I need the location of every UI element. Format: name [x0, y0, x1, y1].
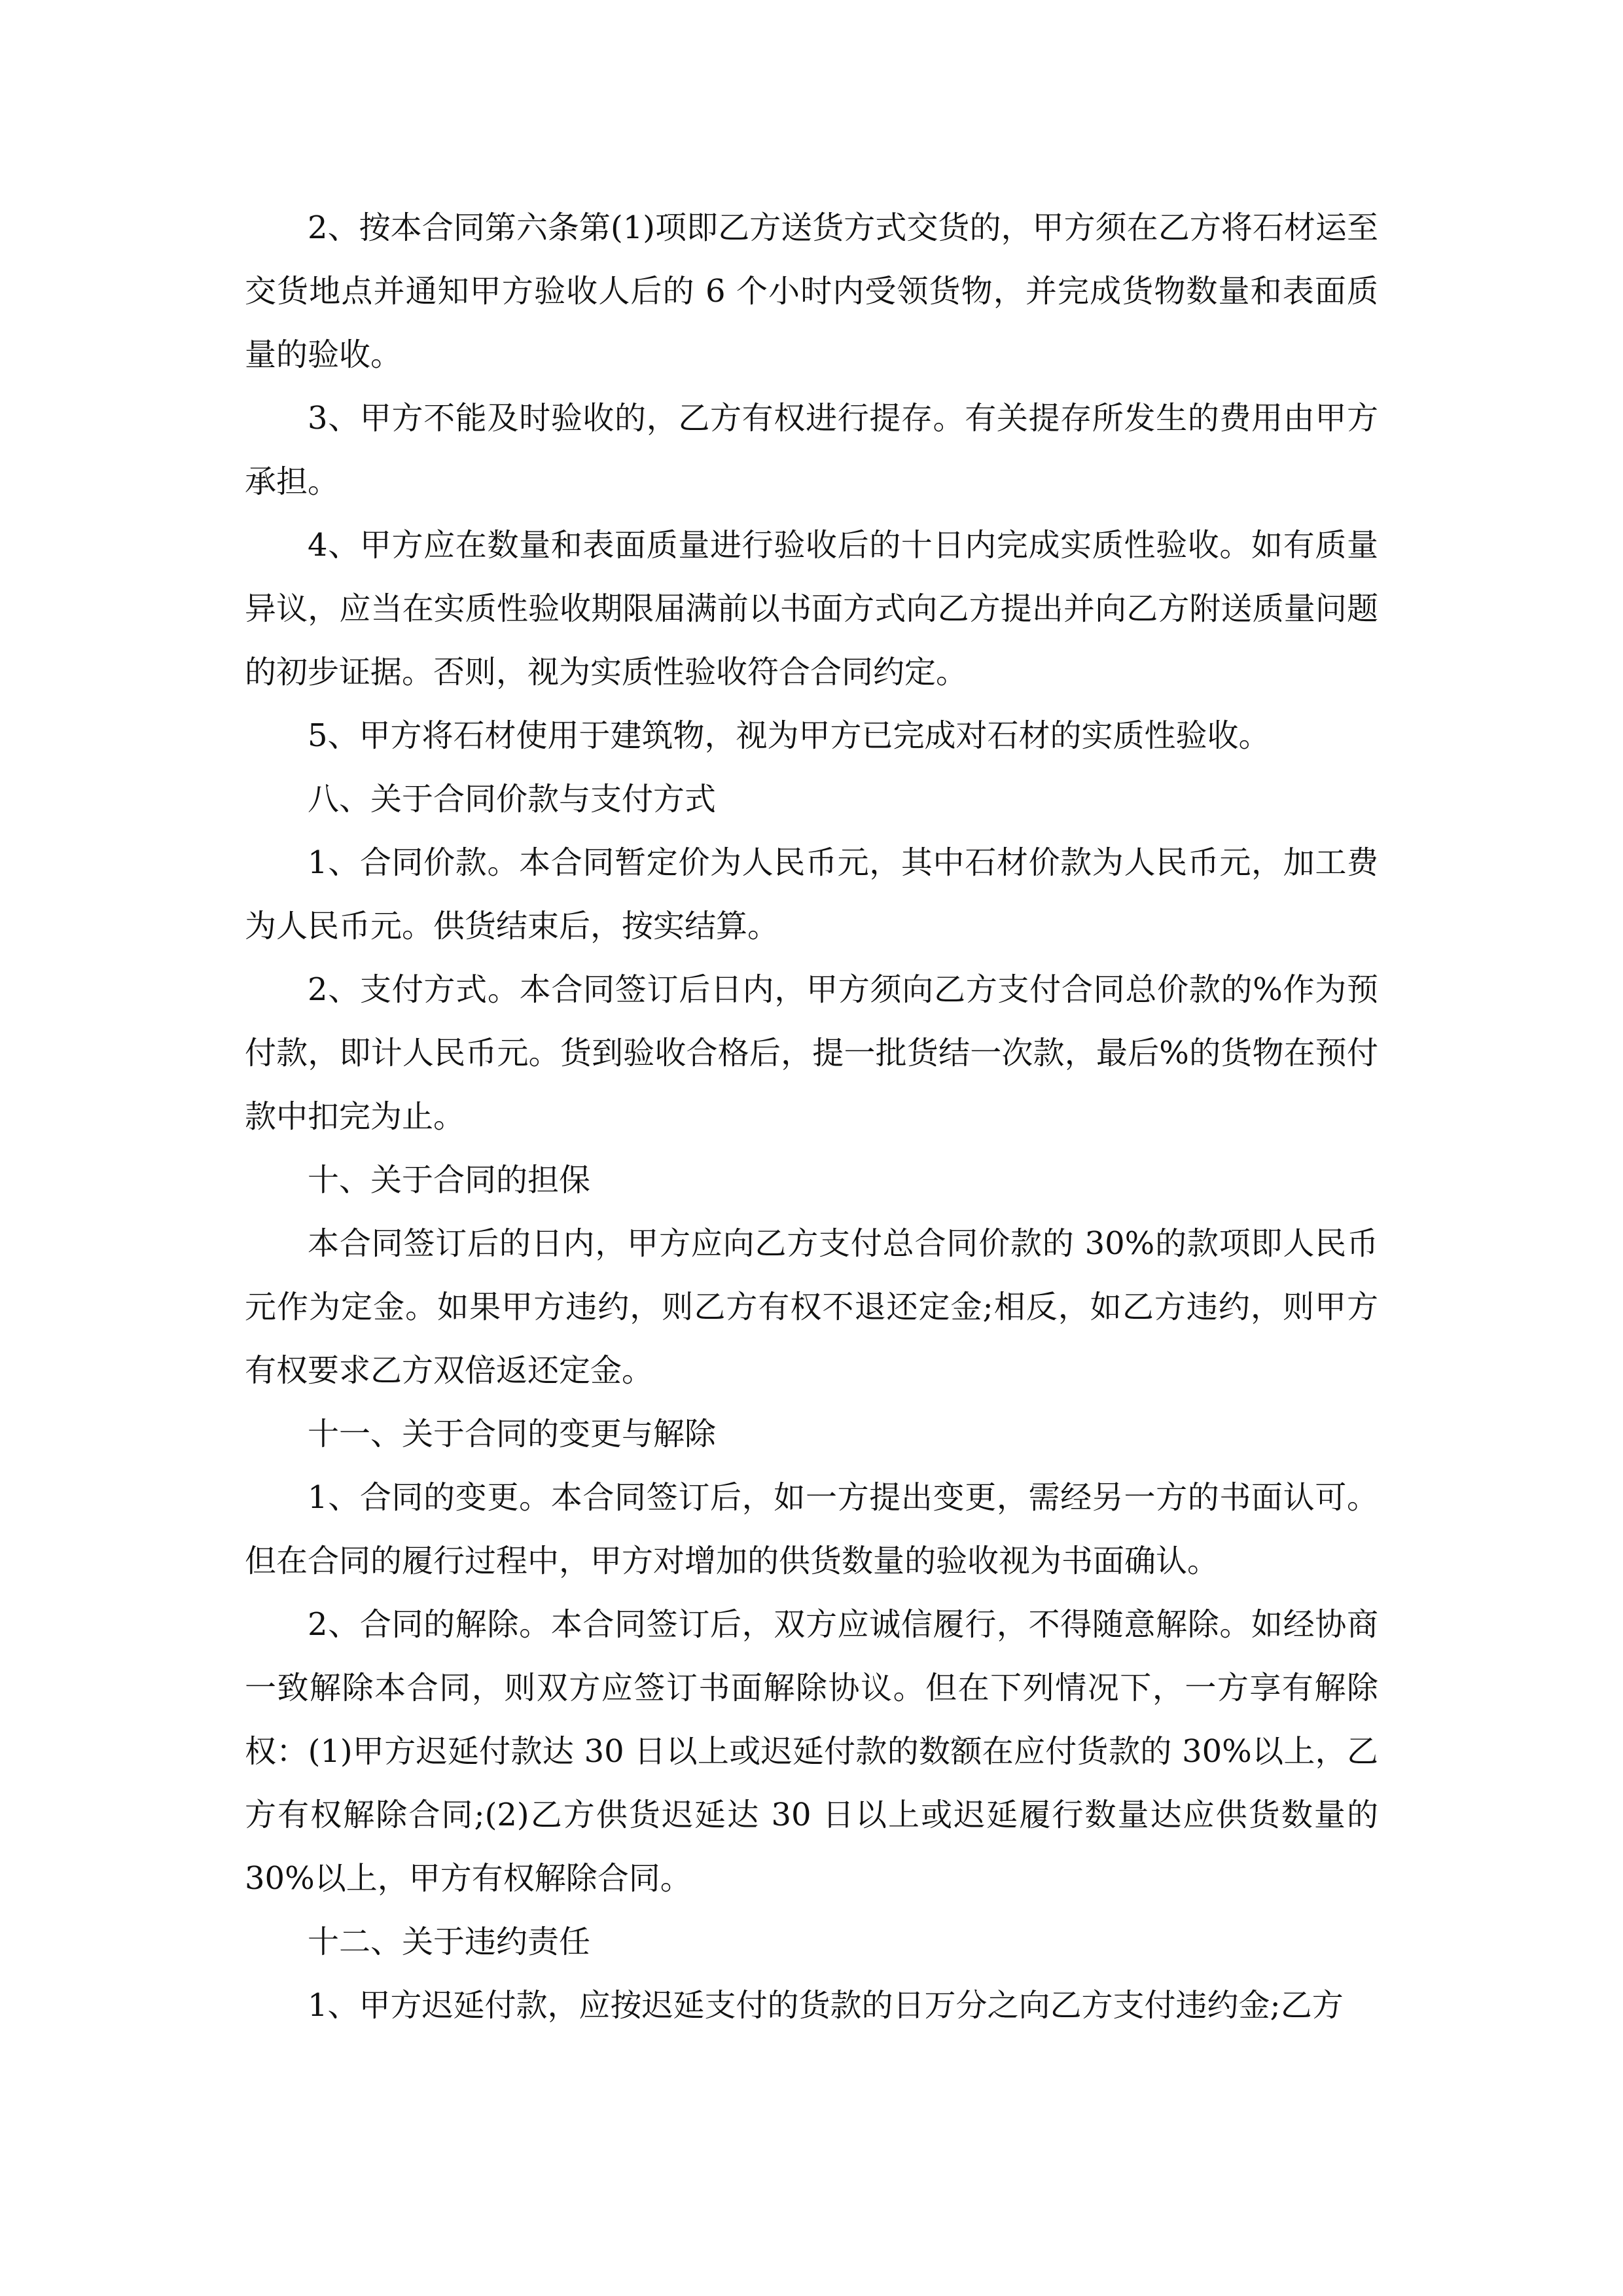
paragraph-contract-change: 1、合同的变更。本合同签订后，如一方提出变更，需经另一方的书面认可。但在合同的履行过程中，甲方对增加的供货数量的验收视为书面确认。 — [245, 1479, 1378, 1579]
paragraph-inspection-delivery: 2、按本合同第六条第(1)项即乙方送货方式交货的，甲方须在乙方将石材运至交货地点并通知甲方验收人后的 6 个小时内受领货物，并完成货物数量和表面质量的验收。 — [245, 209, 1378, 373]
paragraph-contract-termination: 2、合同的解除。本合同签订后，双方应诚信履行，不得随意解除。如经协商一致解除本合同，则双方应签订书面解除协议。但在下列情况下，一方享有解除权：(1)甲方迟延付款达 30 日以上或迟延付款的数额在应付货款的 30%以上，乙方有权解除合同;(2)乙方供货迟延达 30 日以上或迟延履行数量达应供货数量的 30%以上，甲方有权解除合同。 — [245, 1606, 1378, 1897]
section-heading-change-termination: 十一、关于合同的变更与解除 — [308, 1416, 717, 1452]
document-body — [245, 196, 1378, 2037]
paragraph-contract-price: 1、合同价款。本合同暂定价为人民币元，其中石材价款为人民币元，加工费为人民币元。供货结束后，按实结算。 — [245, 844, 1378, 944]
section-heading-price-payment: 八、关于合同价款与支付方式 — [308, 781, 717, 817]
paragraph-inspection-building-use: 5、甲方将石材使用于建筑物，视为甲方已完成对石材的实质性验收。 — [308, 717, 1270, 754]
paragraph-payment-method: 2、支付方式。本合同签订后日内，甲方须向乙方支付合同总价款的%作为预付款，即计人民币元。货到验收合格后，提一批货结一次款，最后%的货物在预付款中扣完为止。 — [245, 971, 1378, 1135]
paragraph-late-payment: 1、甲方迟延付款，应按迟延支付的货款的日万分之向乙方支付违约金;乙方 — [308, 1987, 1344, 2024]
paragraph-inspection-quality: 4、甲方应在数量和表面质量进行验收后的十日内完成实质性验收。如有质量异议，应当在实质性验收期限届满前以书面方式向乙方提出并向乙方附送质量问题的初步证据。否则，视为实质性验收符合合同约定。 — [245, 527, 1378, 691]
paragraph-deposit: 本合同签订后的日内，甲方应向乙方支付总合同价款的 30%的款项即人民币元作为定金。如果甲方违约，则乙方有权不退还定金;相反，如乙方违约，则甲方有权要求乙方双倍返还定金。 — [245, 1225, 1378, 1389]
section-heading-guarantee: 十、关于合同的担保 — [308, 1162, 591, 1198]
section-heading-liability: 十二、关于违约责任 — [308, 1924, 591, 1960]
paragraph-inspection-storage: 3、甲方不能及时验收的，乙方有权进行提存。有关提存所发生的费用由甲方承担。 — [245, 400, 1378, 500]
